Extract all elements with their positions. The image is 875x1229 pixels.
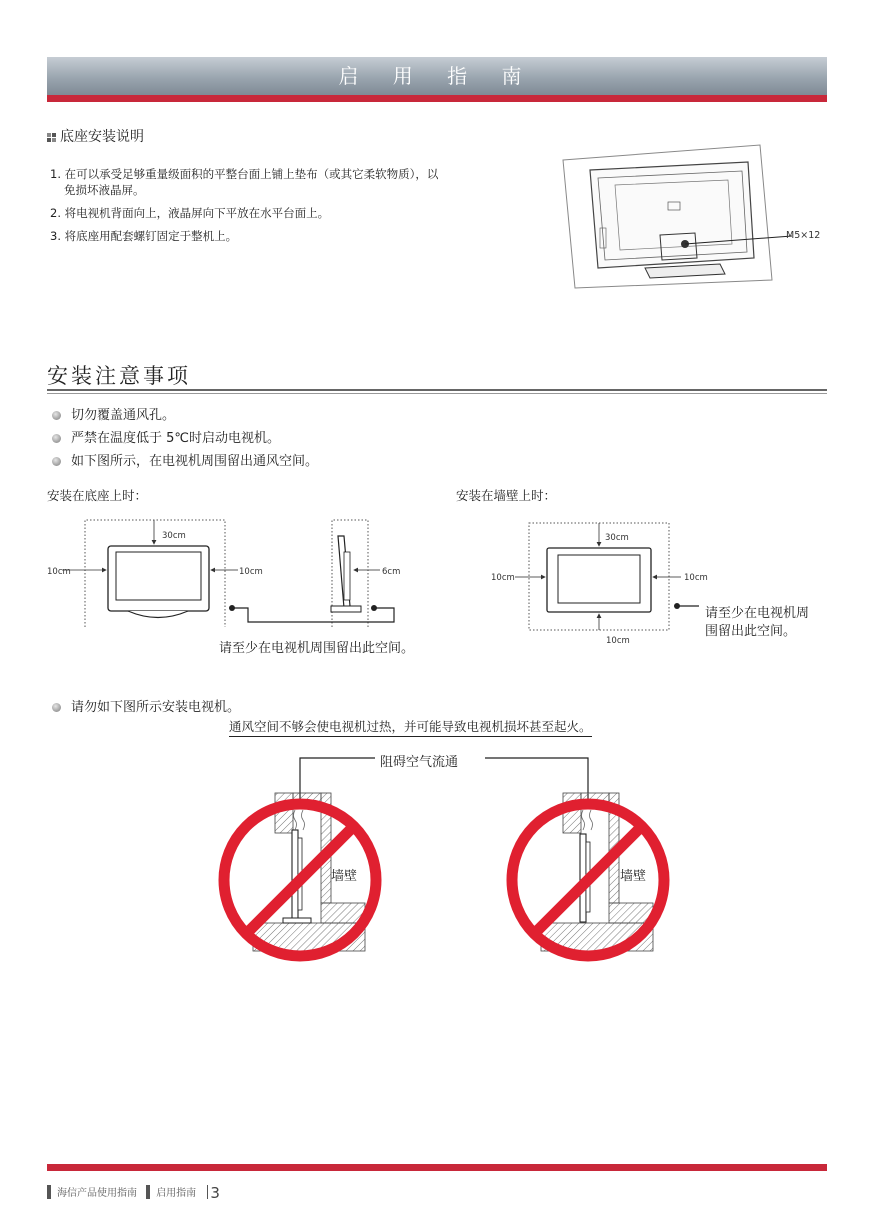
- divider: [47, 393, 827, 394]
- header-red-stripe: [47, 95, 827, 102]
- warning-caption: 通风空间不够会使电视机过热，并可能导致电视机损坏甚至起火。: [229, 717, 592, 737]
- step-3: 3. 将底座用配套螺钉固定于整机上。: [50, 229, 238, 243]
- step-1-cont: 免损坏液晶屏。: [64, 183, 145, 197]
- stand-note: 请至少在电视机周围留出此空间。: [219, 641, 415, 656]
- stand-side-dim: 6cm: [382, 567, 401, 577]
- bullet-item: 切勿覆盖通风孔。: [52, 404, 175, 423]
- wall-top-dim: 30cm: [605, 533, 629, 543]
- section-title-base: 底座安装说明: [47, 126, 144, 146]
- screw-label: M5×12: [786, 230, 821, 241]
- wall-left-dim: 10cm: [491, 573, 515, 583]
- wall-label-right: 墙壁: [620, 869, 647, 884]
- wall-bottom-dim: 10cm: [606, 636, 630, 646]
- page-number: 3: [210, 1184, 220, 1202]
- wall-label: 安装在墙壁上时：: [456, 488, 557, 503]
- step-2: 2. 将电视机背面向上，液晶屏向下平放在水平台面上。: [50, 206, 330, 220]
- footer-brand: 海信产品使用指南: [57, 1188, 137, 1199]
- section-title-caution: 安装注意事项: [47, 364, 191, 388]
- tv-back-illustration: [560, 140, 830, 290]
- footer-section: 启用指南: [156, 1188, 197, 1199]
- stand-right-dim: 10cm: [239, 567, 263, 577]
- prohibited-installation-diagram: [195, 748, 675, 973]
- wall-label-left: 墙壁: [331, 869, 358, 884]
- bullet-icon: [52, 457, 61, 466]
- stand-left-dim: 10cm: [47, 567, 71, 577]
- bullet-item: 如下图所示，在电视机周围留出通风空间。: [52, 450, 318, 469]
- divider: [47, 389, 827, 391]
- bullet-item: 严禁在温度低于 5℃时启动电视机。: [52, 427, 280, 446]
- footer-red-stripe: [47, 1164, 827, 1171]
- stand-label: 安装在底座上时：: [47, 488, 148, 503]
- stand-top-dim: 30cm: [162, 531, 186, 541]
- footer-bar-icon: [47, 1185, 51, 1199]
- section-marker-icon: [47, 133, 56, 142]
- footer-divider: [207, 1185, 208, 1199]
- bullet-icon: [52, 434, 61, 443]
- wall-note-line2: 围留出此空间。: [705, 624, 797, 639]
- step-1: 1. 在可以承受足够重量级面积的平整台面上铺上垫布（或其它柔软物质），以: [50, 167, 439, 181]
- footer-bar-icon: [146, 1185, 150, 1199]
- footer: [47, 1184, 220, 1202]
- warning-bullet: 请勿如下图所示安装电视机。: [52, 696, 240, 715]
- airflow-label: 阻碍空气流通: [380, 755, 459, 770]
- wall-clearance-diagram: [485, 515, 715, 645]
- wall-right-dim: 10cm: [684, 573, 708, 583]
- bullet-icon: [52, 703, 61, 712]
- bullet-icon: [52, 411, 61, 420]
- page-title: 启 用 指 南: [338, 64, 536, 88]
- wall-note-line1: 请至少在电视机周: [705, 606, 810, 621]
